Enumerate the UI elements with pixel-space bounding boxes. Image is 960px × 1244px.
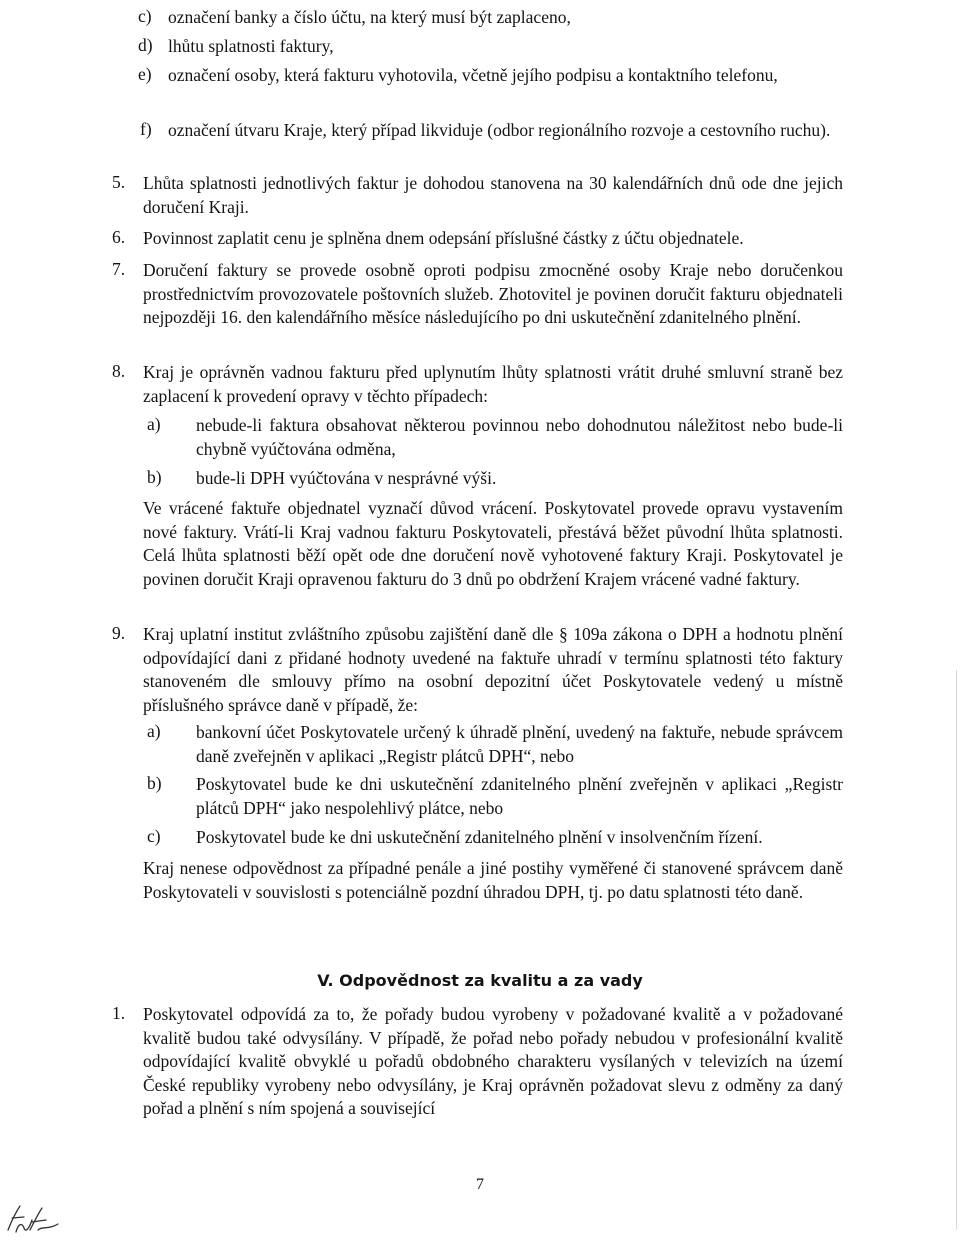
point-5-text: Lhůta splatnosti jednotlivých faktur je dohodou stanovena na 30 kalendářních dnů ode dne jejich doručení Kraji.: [143, 173, 843, 217]
point-8-number: 8.: [112, 361, 126, 381]
point-9-a-text: bankovní účet Poskytovatele určený k úhradě plnění, uvedený na faktuře, nebude správcem daně zveřejněn v aplikaci „Registr plátců DPH“, nebo: [196, 722, 843, 766]
point-9-a-label: a): [147, 721, 161, 741]
point-6-text: Povinnost zaplatit cenu je splněna dnem odepsání příslušné částky z účtu objednatele.: [143, 228, 744, 248]
item-e-text: označení osoby, která fakturu vyhotovila, včetně jejího podpisu a kontaktního telefonu,: [168, 65, 778, 85]
item-c-label: c): [138, 6, 152, 26]
point-9-b-text: Poskytovatel bude ke dni uskutečnění zdanitelného plnění zveřejněn v aplikaci „Registr plátců DPH“ jako nespolehlivý plátce, nebo: [196, 774, 843, 818]
point-9-c-label: c): [147, 826, 161, 846]
point-9-number: 9.: [112, 623, 126, 643]
section-point-1-text: Poskytovatel odpovídá za to, že pořady budou vyrobeny v požadované kvalitě a v požadované kvalitě budou také odvysílány. V případě, že pořad nebo pořady nebudou v profesionální kvalitě odpovídající kvalitě obvyklé u pořadů obdobného charakteru vysílaných v televizích na území České republiky vyrobeny nebo odvysílány, je Kraj oprávněn požadovat slevu z odměny za daný pořad a plnění s ním spojená a související: [143, 1004, 843, 1118]
item-f-label: f): [140, 119, 152, 139]
point-6-number: 6.: [112, 227, 126, 247]
page-edge-line: [956, 670, 957, 1230]
item-e-label: e): [138, 64, 152, 84]
point-9-b-label: b): [147, 773, 162, 793]
point-9-text: Kraj uplatní institut zvláštního způsobu zajištění daně dle § 109a zákona o DPH a hodnotu plnění odpovídající dani z přidané hodnoty uvedené na faktuře uhradí v termínu splatnosti této faktury stanoveném dle smlouvy přímo na osobní depozitní účet Poskytovatele vedený u místně příslušného správce daně v případě, že:: [143, 624, 843, 715]
point-8-a-label: a): [147, 414, 161, 434]
point-8-a-text: nebude-li faktura obsahovat některou povinnou nebo dohodnutou náležitost nebo bude-li chybně vyúčtována odměna,: [196, 415, 843, 459]
section-point-1-number: 1.: [112, 1003, 126, 1023]
item-d-label: d): [138, 35, 153, 55]
page-number: 7: [476, 1176, 484, 1193]
item-f-text: označení útvaru Kraje, který případ likviduje (odbor regionálního rozvoje a cestovního ruchu).: [168, 120, 831, 140]
point-7-number: 7.: [112, 259, 126, 279]
section-heading: V. Odpovědnost za kvalitu a za vady: [317, 971, 643, 990]
point-7-text: Doručení faktury se provede osobně oproti podpisu zmocněné osoby Kraje nebo doručenkou prostřednictvím provozovatele poštovních služeb. Zhotovitel je povinen doručit fakturu objednateli nejpozději 16. den kalendářního měsíce následujícího po dni uskutečnění zdanitelného plnění.: [143, 260, 843, 327]
point-8-b-text: bude-li DPH vyúčtována v nesprávné výši.: [196, 468, 497, 488]
point-9-c-text: Poskytovatel bude ke dni uskutečnění zdanitelného plnění v insolvenčním řízení.: [196, 827, 763, 847]
point-8-text: Kraj je oprávněn vadnou fakturu před uplynutím lhůty splatnosti vrátit druhé smluvní straně bez zaplacení k provedení opravy v těchto případech:: [143, 362, 843, 406]
point-5-number: 5.: [112, 172, 126, 192]
point-9-after-text: Kraj nenese odpovědnost za případné penále a jiné postihy vyměřené či stanovené správcem daně Poskytovateli v souvislosti s potenciálně pozdní úhradou DPH, tj. po datu splatnosti této daně.: [143, 858, 843, 902]
signature-initials: [2, 1200, 62, 1240]
item-c-text: označení banky a číslo účtu, na který musí být zaplaceno,: [168, 7, 571, 27]
item-d-text: lhůtu splatnosti faktury,: [168, 36, 334, 56]
point-8-after-text: Ve vrácené faktuře objednatel vyznačí důvod vrácení. Poskytovatel provede opravu vystavením nové faktury. Vrátí-li Kraj vadnou fakturu Poskytovateli, přestává běžet původní lhůta splatnosti. Celá lhůta splatnosti běží opět ode dne doručení nově vyhotovené faktury Kraji. Poskytovatel je povinen doručit Kraji opravenou fakturu do 3 dnů po obdržení Krajem vrácené vadné faktury.: [143, 498, 843, 589]
point-8-b-label: b): [147, 467, 162, 487]
